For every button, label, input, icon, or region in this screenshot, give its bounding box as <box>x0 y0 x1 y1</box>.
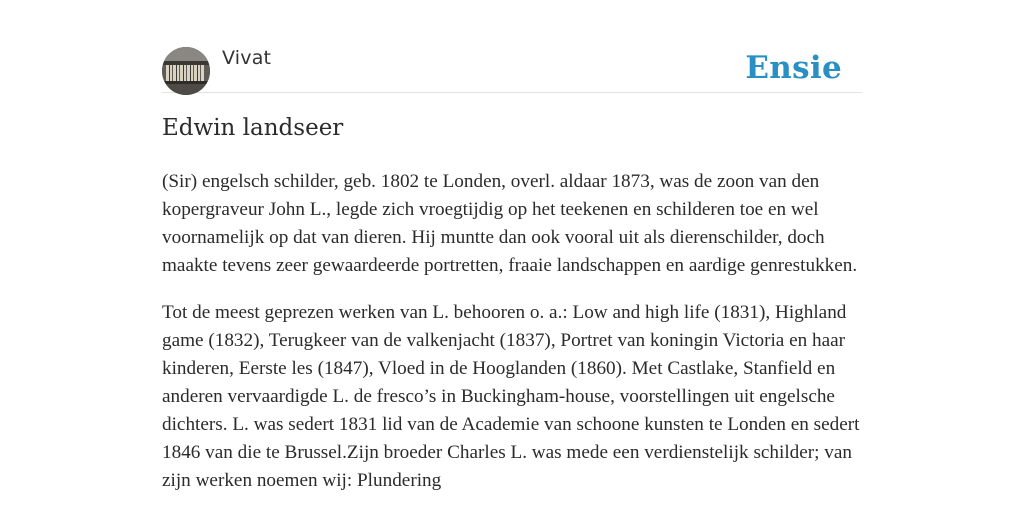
avatar[interactable] <box>162 47 210 95</box>
bookshelf-avatar-image <box>162 47 210 95</box>
paragraph: Tot de meest geprezen werken van L. behooren o. a.: Low and high life (1831), Highland game (1832), Terugkeer van de valkenjacht (1837), Portret van koningin Victoria en haar kinderen, Eerste les (1847), Vloed in de Hooglanden (1860). Met Castlake, Stanfield en anderen vervaardigde L. de fresco’s in Buckingham-house, voorstellingen uit engelsche dichters. L. was sedert 1831 lid van de Academie van schoone kunsten te Londen en sedert 1846 van die te Brussel.Zijn broeder Charles L. was mede een verdienstelijk schilder; van zijn werken noemen wij: Plundering <box>162 302 860 491</box>
article-title: Edwin landseer <box>162 115 344 141</box>
author-name[interactable]: Vivat <box>222 47 272 69</box>
article-body <box>162 168 862 512</box>
header <box>162 46 862 93</box>
paragraph: (Sir) engelsch schilder, geb. 1802 te Londen, overl. aldaar 1873, was de zoon van den kopergraveur John L., legde zich vroegtijdig op het teekenen en schilderen toe en wel voornamelijk op dat van dieren. Hij muntte dan ook vooral uit als dierenschilder, doch maakte tevens zeer gewaardeerde portretten, fraaie landschappen en aardige genrestukken. <box>162 171 858 276</box>
brand-logo[interactable]: Ensie <box>745 50 842 86</box>
